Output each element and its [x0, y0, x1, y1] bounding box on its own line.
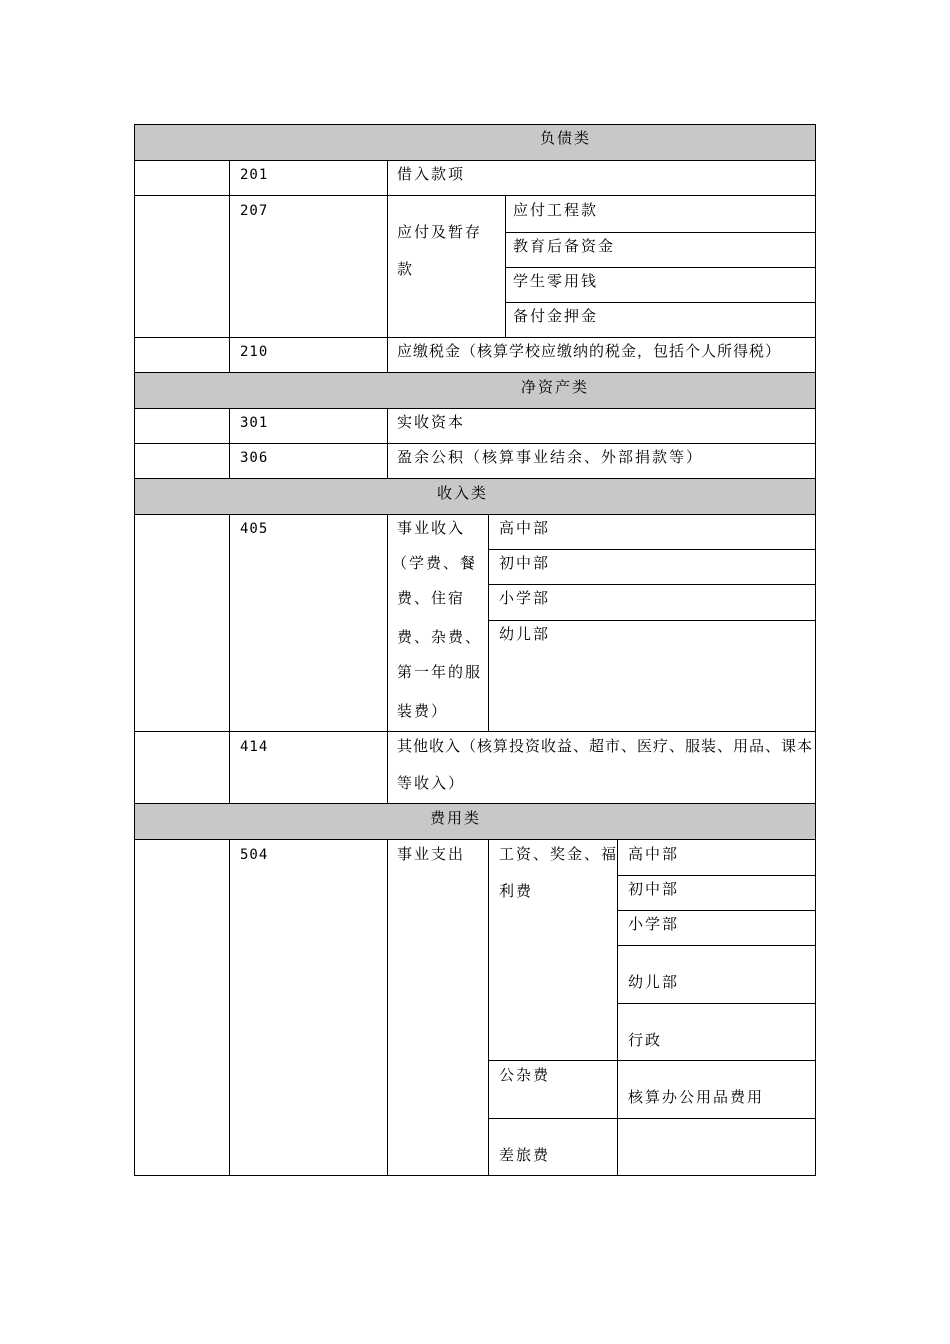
table-border	[135, 731, 816, 732]
table-border	[387, 839, 388, 1176]
detail-item: 行政	[628, 1031, 663, 1049]
account-name: 应付及暂存	[397, 223, 483, 241]
table-border	[489, 584, 816, 585]
table-border	[506, 267, 816, 268]
detail-item: 核算办公用品费用	[628, 1088, 765, 1106]
account-name: 款	[397, 260, 415, 278]
table-border	[489, 1060, 816, 1061]
table-border	[506, 302, 816, 303]
section-title-liabilities: 负债类	[540, 129, 592, 147]
table-border	[135, 337, 816, 338]
table-border	[229, 514, 230, 804]
account-code: 301	[240, 415, 269, 431]
table-border	[135, 372, 816, 373]
account-code: 414	[240, 739, 269, 755]
account-name: 盈余公积（核算事业结余、外部捐款等）	[397, 448, 704, 466]
table-border	[229, 839, 230, 1176]
detail-item: 幼儿部	[628, 973, 680, 991]
sub-account: 初中部	[499, 554, 551, 572]
sub-account: 小学部	[499, 589, 551, 607]
table-border	[135, 803, 816, 804]
table-border	[489, 549, 816, 550]
account-name: 事业支出	[397, 845, 466, 863]
detail-item: 小学部	[628, 915, 680, 933]
table-border	[387, 408, 388, 479]
table-border	[618, 945, 816, 946]
account-code: 504	[240, 847, 269, 863]
section-band-liabilities	[135, 125, 815, 160]
table-border	[135, 408, 816, 409]
table-border	[618, 875, 816, 876]
sub-account: 高中部	[499, 519, 551, 537]
account-code: 201	[240, 167, 269, 183]
sub-account: 工资、奖金、福	[499, 845, 619, 863]
table-border	[387, 514, 388, 804]
account-name: （学费、餐	[392, 554, 478, 572]
account-name: 费、住宿	[397, 589, 466, 607]
detail-item: 高中部	[628, 845, 680, 863]
account-name: 费、杂费、	[397, 628, 483, 646]
table-border	[135, 195, 816, 196]
table-border	[135, 514, 816, 515]
account-code: 207	[240, 203, 269, 219]
account-name: 第一年的服	[397, 663, 483, 681]
table-border	[488, 839, 489, 1176]
table-border	[135, 1175, 816, 1176]
sub-account: 学生零用钱	[513, 272, 599, 290]
table-border	[135, 160, 816, 161]
table-border	[134, 124, 135, 1176]
sub-account: 利费	[499, 882, 534, 900]
detail-item: 初中部	[628, 880, 680, 898]
account-name: 借入款项	[397, 165, 466, 183]
account-name: 事业收入	[397, 519, 466, 537]
table-border	[229, 408, 230, 479]
table-border	[488, 514, 489, 732]
section-band-net-assets	[135, 373, 815, 408]
table-border	[618, 1003, 816, 1004]
account-name: 等收入）	[397, 774, 466, 792]
table-border	[617, 839, 618, 1176]
table-border	[618, 910, 816, 911]
account-code: 405	[240, 521, 269, 537]
table-border	[815, 124, 816, 1176]
table-border	[135, 124, 816, 125]
table-border	[135, 443, 816, 444]
account-name: 其他收入（核算投资收益、超市、医疗、服装、用品、课本	[397, 737, 814, 755]
table-border	[229, 160, 230, 373]
account-name: 实收资本	[397, 413, 466, 431]
account-code: 306	[240, 450, 269, 466]
section-title-expenses: 费用类	[430, 809, 482, 827]
section-title-income: 收入类	[437, 484, 489, 502]
section-title-net-assets: 净资产类	[521, 378, 590, 396]
table-border	[506, 232, 816, 233]
table-border	[505, 195, 506, 338]
account-name: 装费）	[397, 702, 449, 720]
account-code: 210	[240, 344, 269, 360]
sub-account: 应付工程款	[513, 201, 599, 219]
sub-account: 备付金押金	[513, 307, 599, 325]
sub-account: 公杂费	[499, 1066, 551, 1084]
sub-account: 差旅费	[499, 1146, 551, 1164]
account-name: 应缴税金（核算学校应缴纳的税金，包括个人所得税）	[397, 342, 782, 360]
table-border	[387, 160, 388, 373]
table-border	[489, 620, 816, 621]
table-border	[135, 478, 816, 479]
table-border	[135, 839, 816, 840]
sub-account: 教育后备资金	[513, 237, 616, 255]
sub-account: 幼儿部	[499, 625, 551, 643]
table-border	[489, 1118, 816, 1119]
